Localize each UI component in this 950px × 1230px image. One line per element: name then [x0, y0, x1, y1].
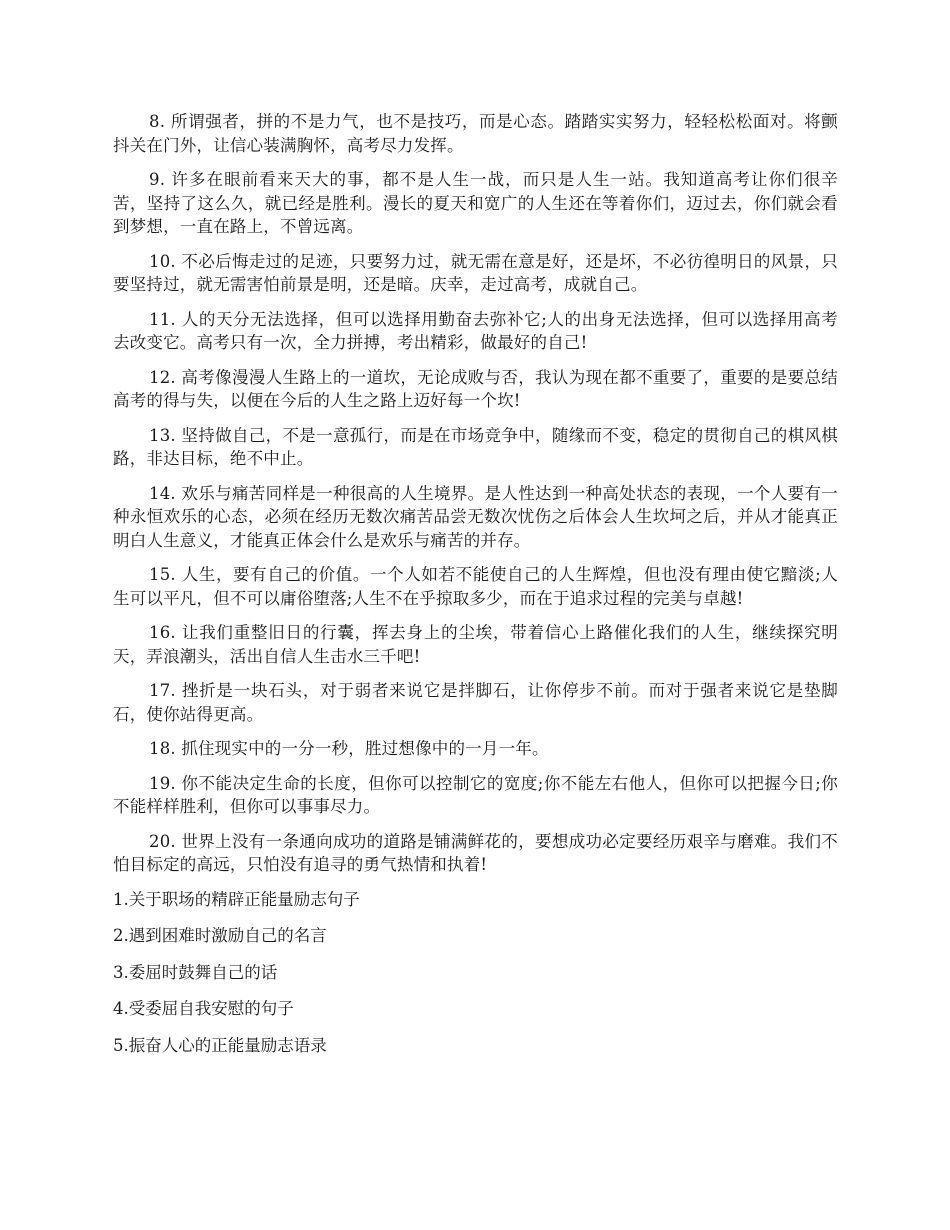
- quote-list: [113, 110, 838, 877]
- quote-paragraph: 12. 高考像漫漫人生路上的一道坎，无论成败与否，我认为现在都不重要了，重要的是要总结高考的得与失，以便在今后的人生之路上迈好每一个坎!: [113, 367, 838, 410]
- quote-paragraph: 18. 抓住现实中的一分一秒，胜过想像中的一月一年。: [149, 739, 549, 758]
- quote-paragraph: 16. 让我们重整旧日的行囊，挥去身上的尘埃，带着信心上路催化我们的人生，继续探究明天，弄浪潮头，活出自信人生击水三千吧!: [113, 623, 838, 666]
- quote-paragraph: 19. 你不能决定生命的长度，但你可以控制它的宽度;你不能左右他人，但你可以把握今日;你不能样样胜利，但你可以事事尽力。: [113, 773, 838, 816]
- quote-paragraph: 10. 不必后悔走过的足迹，只要努力过，就无需在意是好，还是坏，不必彷徨明日的风景，只要坚持过，就无需害怕前景是明，还是暗。庆幸，走过高考，成就自己。: [113, 251, 838, 294]
- quote-paragraph: 14. 欢乐与痛苦同样是一种很高的人生境界。是人性达到一种高处状态的表现，一个人要有一种永恒欢乐的心态，必须在经历无数次痛苦品尝无数次忧伤之后体会人生坎坷之后，并从才能真正明白人生意义，才能真正体会什么是欢乐与痛苦的并存。: [113, 483, 838, 550]
- quote-paragraph: 15. 人生，要有自己的价值。一个人如若不能使自己的人生辉煌，但也没有理由使它黯淡;人生可以平凡，但不可以庸俗堕落;人生不在乎掠取多少，而在于追求过程的完美与卓越!: [113, 565, 838, 608]
- related-links-list: [113, 888, 838, 1058]
- related-link[interactable]: 2.遇到困难时激励自己的名言: [113, 926, 327, 945]
- related-link[interactable]: 4.受委屈自我安慰的句子: [113, 999, 294, 1018]
- quote-paragraph: 9. 许多在眼前看来天大的事，都不是人生一战，而只是人生一站。我知道高考让你们很辛苦，坚持了这么久，就已经是胜利。漫长的夏天和宽广的人生还在等着你们，迈过去，你们就会看到梦想，一直在路上，不曾远离。: [113, 170, 838, 236]
- quote-paragraph: 11. 人的天分无法选择，但可以选择用勤奋去弥补它;人的出身无法选择，但可以选择用高考去改变它。高考只有一次，全力拼搏，考出精彩，做最好的自己!: [113, 309, 838, 352]
- quote-paragraph: 13. 坚持做自己，不是一意孤行，而是在市场竞争中，随缘而不变，稳定的贯彻自己的棋风棋路，非达目标，绝不中止。: [113, 425, 838, 468]
- related-link[interactable]: 1.关于职场的精辟正能量励志句子: [113, 889, 360, 909]
- quote-paragraph: 17. 挫折是一块石头，对于弱者来说它是拌脚石，让你停步不前。而对于强者来说它是垫脚石，使你站得更高。: [113, 681, 838, 724]
- quote-paragraph: 8. 所谓强者，拼的不是力气，也不是技巧，而是心态。踏踏实实努力，轻轻松松面对。将颤抖关在门外，让信心装满胸怀，高考尽力发挥。: [113, 112, 838, 155]
- related-link[interactable]: 5.振奋人心的正能量励志语录: [113, 1035, 327, 1055]
- quote-paragraph: 20. 世界上没有一条通向成功的道路是铺满鲜花的，要想成功必定要经历艰辛与磨难。我们不怕目标定的高远，只怕没有追寻的勇气热情和执着!: [113, 831, 838, 874]
- related-link[interactable]: 3.委屈时鼓舞自己的话: [113, 962, 278, 982]
